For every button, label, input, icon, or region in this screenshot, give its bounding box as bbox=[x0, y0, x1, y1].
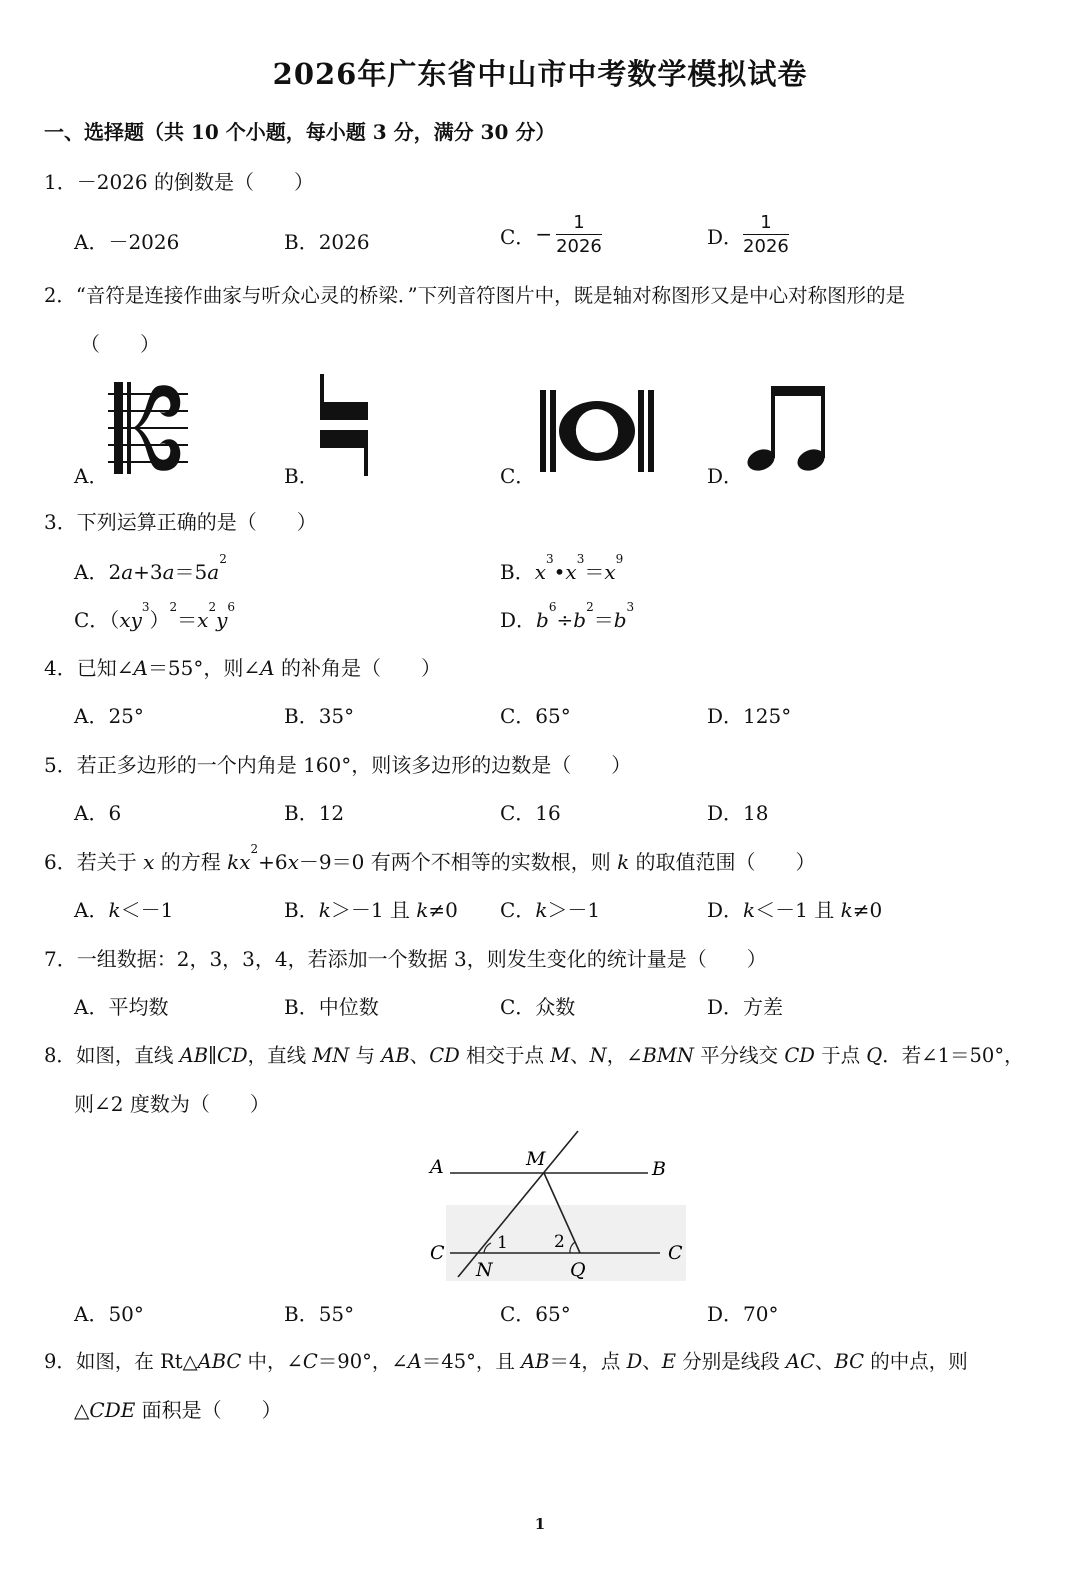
q5-option-c: C．16 bbox=[500, 801, 561, 825]
q3-option-b: B．$x^3•x^3=x^9$ bbox=[500, 552, 624, 584]
q5-option-b: B．12 bbox=[284, 801, 345, 825]
q3-option-a: A．$2a+3a=5a^2$ bbox=[74, 552, 227, 584]
q7-option-c: C．众数 bbox=[500, 995, 576, 1019]
q2-option-c-label: C． bbox=[500, 464, 536, 488]
q2-option-a-label: A． bbox=[74, 464, 109, 488]
q3-option-d: D．$b^6\div b^2=b^3$ bbox=[500, 600, 635, 632]
label-c-left: C bbox=[430, 1242, 445, 1264]
label-angle-2: 2 bbox=[554, 1232, 565, 1252]
q2-option-b-label: B． bbox=[284, 464, 319, 488]
q5-option-d: D．18 bbox=[707, 801, 769, 825]
q4-option-a: A．25° bbox=[74, 704, 144, 728]
question-3-stem: 3．下列运算正确的是（ ） bbox=[44, 510, 317, 534]
label-a: A bbox=[430, 1156, 444, 1178]
label-angle-1: 1 bbox=[497, 1233, 508, 1253]
q6-option-a: A．k＜－1 bbox=[74, 898, 174, 922]
question-2-stem: 2．“音符是连接作曲家与听众心灵的桥梁．”下列音符图片中，既是轴对称图形又是中心对称图形的是 bbox=[44, 284, 906, 307]
question-9-line2: △CDE 面积是（ ） bbox=[74, 1398, 282, 1422]
label-m: M bbox=[526, 1148, 546, 1170]
question-2-paren: （ ） bbox=[80, 332, 160, 356]
q4-option-d: D．125° bbox=[707, 704, 792, 728]
label-q: Q bbox=[570, 1259, 586, 1281]
question-8-stem: 8．如图，直线 AB∥CD，直线 MN 与 AB、CD 相交于点 M、N，∠BMN 平分线交 CD 于点 Q．若∠1＝50°， bbox=[44, 1044, 1024, 1067]
page-title: 2026年广东省中山市中考数学模拟试卷 bbox=[272, 57, 808, 91]
q4-option-b: B．35° bbox=[284, 704, 355, 728]
question-1-stem: 1．－2026 的倒数是（ ） bbox=[44, 170, 314, 194]
question-6-stem: 6．若关于 x 的方程 $kx^2+6x-9=0$ 有两个不相等的实数根，则 k 的取值范围（ ） bbox=[44, 842, 816, 874]
question-4-stem: 4．已知∠A＝55°，则∠A 的补角是（ ） bbox=[44, 656, 441, 680]
q2-option-d-label: D． bbox=[707, 464, 744, 488]
alto-clef-image bbox=[108, 380, 188, 476]
q8-option-a: A．50° bbox=[74, 1302, 144, 1326]
q8-option-d: D．70° bbox=[707, 1302, 779, 1326]
page-number: 1 bbox=[534, 1515, 546, 1533]
label-c-right: C bbox=[668, 1242, 683, 1264]
double-whole-rest-image bbox=[318, 374, 370, 476]
q1-option-d: D． $\frac{1}{2026}$ bbox=[707, 212, 789, 257]
q1-option-c: C．− $\frac{1}{2026}$ bbox=[500, 212, 602, 257]
label-n: N bbox=[476, 1259, 493, 1281]
q6-option-c: C．k＞－1 bbox=[500, 898, 601, 922]
question-9-stem: 9．如图，在 Rt△ABC 中，∠C＝90°，∠A＝45°，且 AB＝4，点 D、E 分别是线段 AC、BC 的中点，则 bbox=[44, 1350, 968, 1373]
q7-option-a: A．平均数 bbox=[74, 995, 169, 1019]
q6-option-b: B．k＞－1 且 k≠0 bbox=[284, 898, 458, 922]
q4-option-c: C．65° bbox=[500, 704, 571, 728]
q5-option-a: A．6 bbox=[74, 801, 122, 825]
q6-option-d: D．k＜－1 且 k≠0 bbox=[707, 898, 883, 922]
double-whole-note-image bbox=[538, 388, 656, 474]
q3-option-c: C．$(xy^3)^2=x^2y^6$ bbox=[74, 600, 236, 632]
question-7-stem: 7．一组数据：2，3，3，4，若添加一个数据 3，则发生变化的统计量是（ ） bbox=[44, 947, 767, 971]
q1-option-a: A．－2026 bbox=[74, 230, 180, 254]
q1-option-b: B．2026 bbox=[284, 230, 370, 254]
q7-option-b: B．中位数 bbox=[284, 995, 379, 1019]
q7-option-d: D．方差 bbox=[707, 995, 784, 1019]
label-b: B bbox=[652, 1158, 666, 1180]
question-8-line2: 则∠2 度数为（ ） bbox=[74, 1092, 270, 1116]
q8-option-b: B．55° bbox=[284, 1302, 355, 1326]
q8-parallel-lines-figure bbox=[420, 1125, 700, 1285]
section-heading: 一、选择题（共 10 个小题，每小题 3 分，满分 30 分） bbox=[44, 120, 556, 144]
beamed-eighth-notes-image bbox=[745, 384, 829, 476]
q8-option-c: C．65° bbox=[500, 1302, 571, 1326]
question-5-stem: 5．若正多边形的一个内角是 160°，则该多边形的边数是（ ） bbox=[44, 753, 632, 777]
